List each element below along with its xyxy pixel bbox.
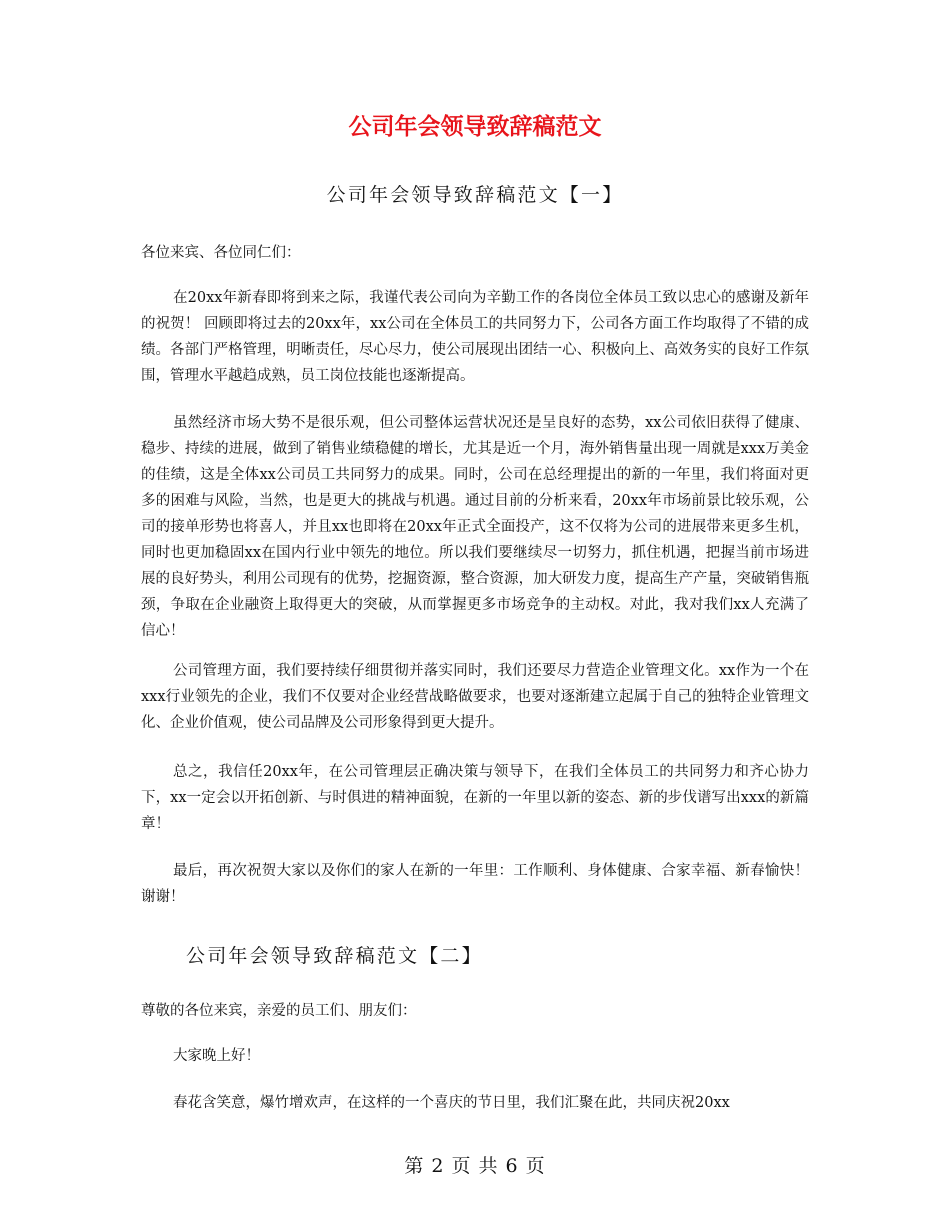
paragraph-4: 总之，我信任20xx年，在公司管理层正确决策与领导下，在我们全体员工的共同努力和齐心协力下，xx一定会以开拓创新、与时俱进的精神面貌，在新的一年里以新的姿态、新的步伐谱写出xxx的新篇章！: [141, 764, 809, 832]
paragraph-2: 虽然经济市场大势不是很乐观，但公司整体运营状况还是呈良好的态势，xx公司依旧获得了健康、稳步、持续的进展，做到了销售业绩稳健的增长，尤其是近一个月，海外销售量出现一周就是xxx万美金的佳绩，这是全体xx公司员工共同努力的成果。同时，公司在总经理提出的新的一年里，我们将面对更多的困难与风险，当然，也是更大的挑战与机遇。通过目前的分析来看，20xx年市场前景比较乐观，公司的接单形势也将喜人，并且xx也即将在20xx年正式全面投产，这不仅将为公司的进展带来更多生机，同时也更加稳固xx在国内行业中领先的地位。所以我们要继续尽一切努力，抓住机遇，把握当前市场进展的良好势头，利用公司现有的优势，挖掘资源，整合资源，加大研发力度，提高生产产量，突破销售瓶颈，争取在企业融资上取得更大的突破，从而掌握更多市场竞争的主动权。对此，我对我们xx人充满了信心！: [141, 415, 809, 639]
paragraph-6: 大家晚上好！: [173, 1048, 260, 1064]
paragraph-3: 公司管理方面，我们要持续仔细贯彻并落实同时，我们还要尽力营造企业管理文化。xx作为一个在xxx行业领先的企业，我们不仅要对企业经营战略做要求，也要对逐渐建立起属于自己的独特企业管理文化、企业价值观，使公司品牌及公司形象得到更大提升。: [141, 663, 809, 731]
section-heading-2: 公司年会领导致辞稿范文【二】: [186, 945, 483, 967]
section-heading-1: 公司年会领导致辞稿范文【一】: [326, 184, 624, 206]
salutation-1: 各位来宾、各位同仁们：: [141, 245, 301, 261]
paragraph-7: 春花含笑意，爆竹增欢声，在这样的一个喜庆的节日里，我们汇聚在此，共同庆祝20xx: [173, 1095, 730, 1111]
salutation-2: 尊敬的各位来宾，亲爱的员工们、朋友们：: [141, 1003, 417, 1019]
paragraph-5: 最后，再次祝贺大家以及你们的家人在新的一年里：工作顺利、身体健康、合家幸福、新春愉快！ 谢谢！: [141, 863, 809, 905]
page-footer: 第 2 页 共 6 页: [404, 1155, 546, 1177]
document-title: 公司年会领导致辞稿范文: [348, 114, 602, 140]
paragraph-1: 在20xx年新春即将到来之际，我谨代表公司向为辛勤工作的各岗位全体员工致以忠心的感谢及新年的祝贺！ 回顾即将过去的20xx年，xx公司在全体员工的共同努力下，公司各方面工作均取得了不错的成绩。各部门严格管理，明晰责任，尽心尽力，使公司展现出团结一心、积极向上、高效务实的良好工作氛围，管理水平越趋成熟，员工岗位技能也逐渐提高。: [141, 290, 809, 384]
